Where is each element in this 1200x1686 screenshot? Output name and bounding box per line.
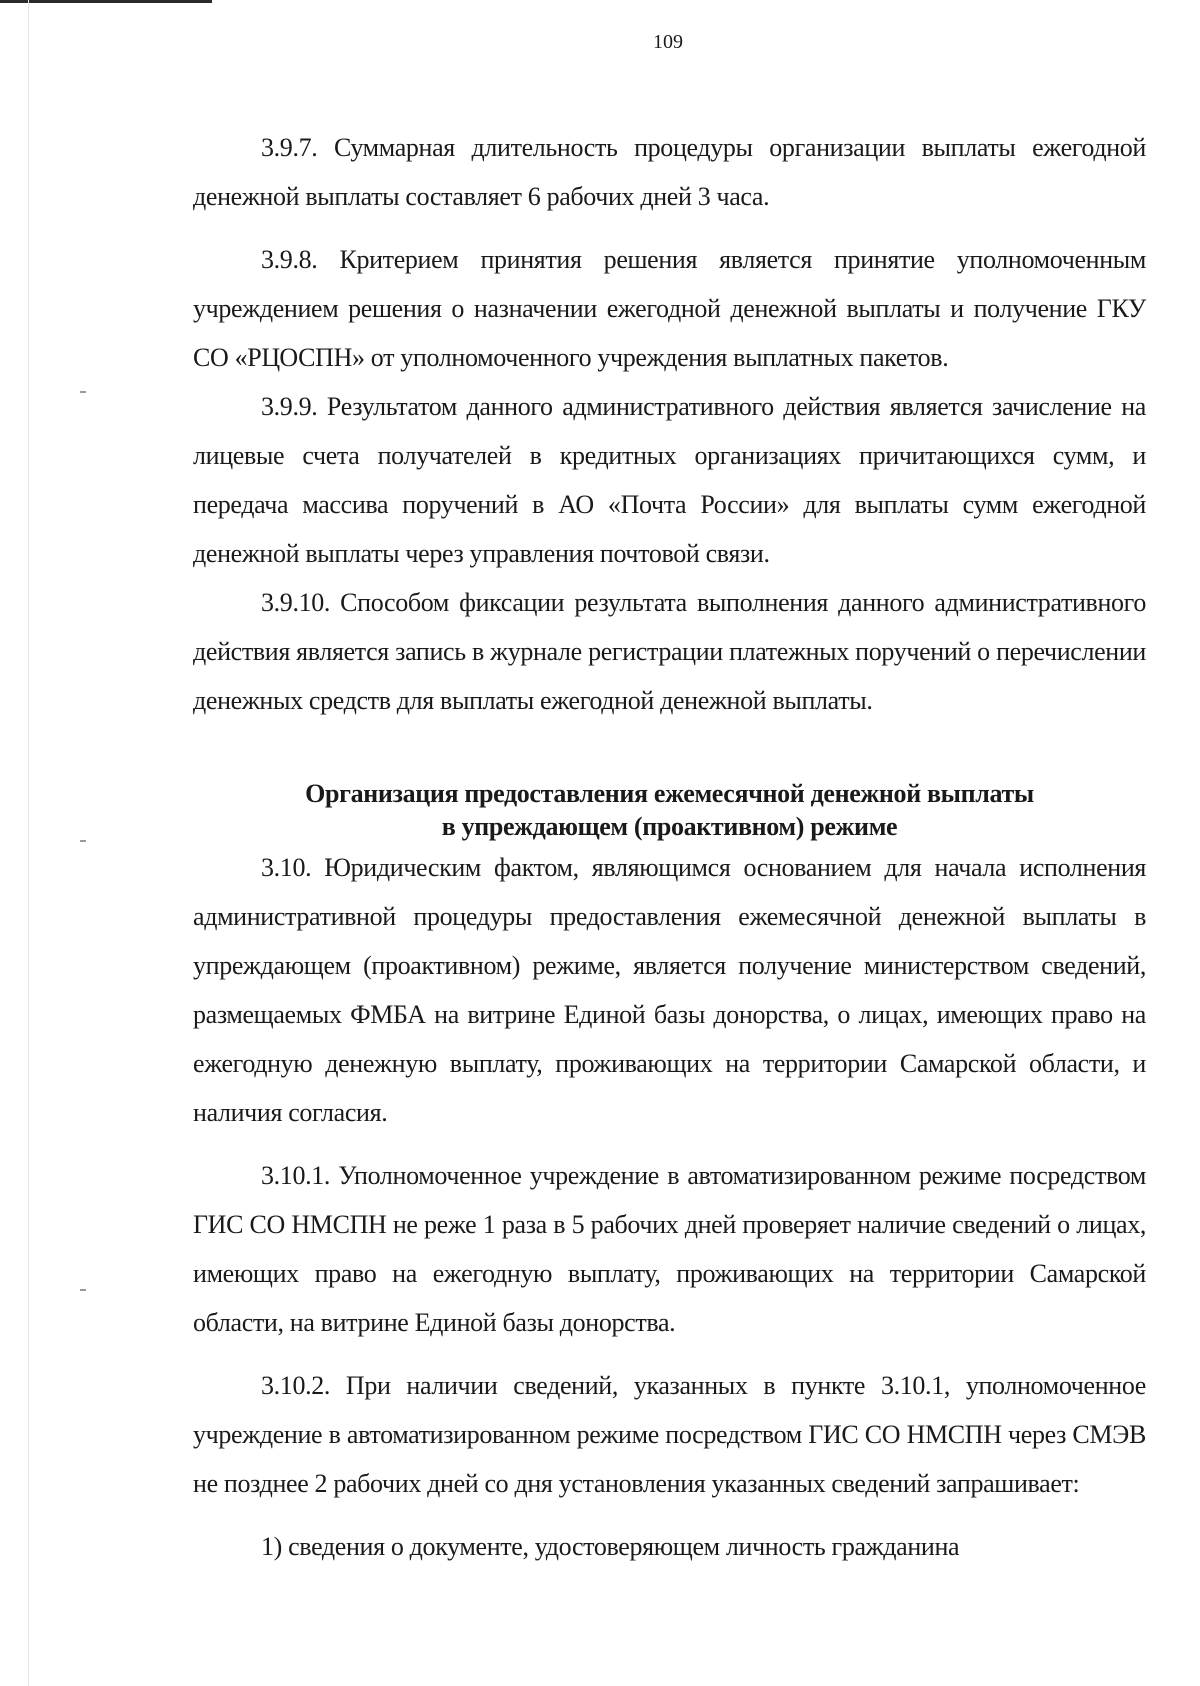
scan-mark [80,840,86,842]
paragraph-3-9-9: 3.9.9. Результатом данного административного действия является зачисление на лицевые счета получателей в кредитных организациях причитающихся сумм, и передача массива поручений в АО «Почта России» для выплаты сумм ежегодной денежной выплаты через управления почтовой связи. [193,392,1146,568]
paragraph-3-9-10: 3.9.10. Способом фиксации результата выполнения данного административного действия является запись в журнале регистрации платежных поручений о перечислении денежных средств для выплаты ежегодной денежной выплаты. [193,588,1146,715]
paragraph-3-9-7: 3.9.7. Суммарная длительность процедуры организации выплаты ежегодной денежной выплаты составляет 6 рабочих дней 3 часа. [193,133,1146,211]
paragraph-3-10-1: 3.10.1. Уполномоченное учреждение в автоматизированном режиме посредством ГИС СО НМСПН не реже 1 раза в 5 рабочих дней проверяет наличие сведений о лицах, имеющих право на ежегодную выплату, проживающих на территории Самарской области, на витрине Единой базы донорства. [193,1161,1146,1337]
paragraph-3-10-2: 3.10.2. При наличии сведений, указанных в пункте 3.10.1, уполномоченное учреждение в автоматизированном режиме посредством ГИС СО НМСПН через СМЭВ не позднее 2 рабочих дней со дня установления указанных сведений запрашивает: [193,1371,1146,1498]
list-item-1: 1) сведения о документе, удостоверяющем личность гражданина [261,1532,960,1561]
scan-mark [80,391,86,393]
page-number: 109 [653,31,683,53]
section-heading-line-1: Организация предоставления ежемесячной денежной выплаты [305,779,1034,808]
section-heading [193,777,1146,843]
section-heading-line-2: в упреждающем (проактивном) режиме [441,812,898,841]
scan-mark [80,1289,86,1291]
paragraph-3-9-8: 3.9.8. Критерием принятия решения является принятие уполномоченным учреждением решения о назначении ежегодной денежной выплаты и получение ГКУ СО «РЦОСПН» от уполномоченного учреждения выплатных пакетов. [193,245,1146,372]
top-edge-rule [0,0,212,3]
paragraph-3-10: 3.10. Юридическим фактом, являющимся основанием для начала исполнения административной процедуры предоставления ежемесячной денежной выплаты в упреждающем (проактивном) режиме, является получение министерством сведений, размещаемых ФМБА на витрине Единой базы донорства, о лицах, имеющих право на ежегодную денежную выплату, проживающих на территории Самарской области, и наличия согласия. [193,853,1146,1127]
scan-left-edge [28,0,29,1686]
document-body [193,123,1146,1571]
